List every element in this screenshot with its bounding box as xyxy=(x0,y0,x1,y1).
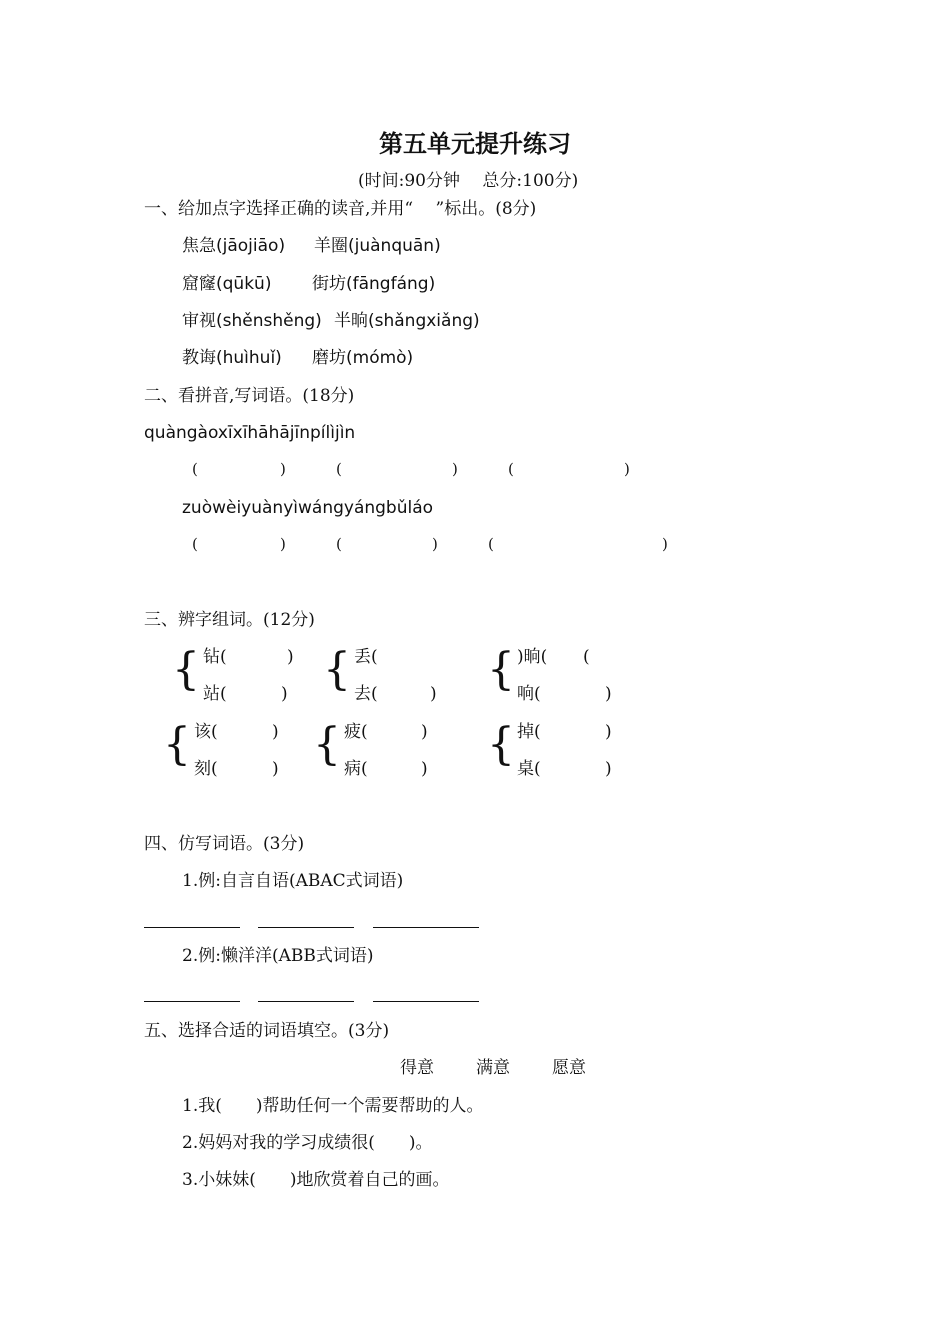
answer-paren-open[interactable]: ( xyxy=(336,460,342,478)
answer-line[interactable] xyxy=(373,927,479,928)
s3-paren-close: ) xyxy=(430,684,437,704)
section-2-heading: 二、看拼音,写词语。(18分) xyxy=(144,386,355,406)
s1-item: 半晌(shǎngxiǎng) xyxy=(334,311,480,331)
answer-paren-close: ) xyxy=(432,535,438,553)
answer-line[interactable] xyxy=(144,1001,240,1002)
answer-paren-close: ) xyxy=(662,535,668,553)
answer-line[interactable] xyxy=(144,927,240,928)
s3-char: )晌( xyxy=(517,647,548,667)
s3-char: 桌( xyxy=(517,759,541,779)
answer-line[interactable] xyxy=(373,1001,479,1002)
s3-char: 去( xyxy=(354,684,378,704)
answer-line[interactable] xyxy=(258,1001,354,1002)
answer-paren-open[interactable]: ( xyxy=(488,535,494,553)
section-1-heading: 一、给加点字选择正确的读音,并用“ ”标出。(8分) xyxy=(144,199,537,219)
pinyin-line-1: quàngàoxīxīhāhājīnpílìjìn xyxy=(144,423,356,443)
answer-paren-close: ) xyxy=(280,535,286,553)
answer-line[interactable] xyxy=(258,927,354,928)
s1-item: 审视(shěnshěng) xyxy=(182,311,322,331)
answer-paren-close: ) xyxy=(280,460,286,478)
section-4-heading: 四、仿写词语。(3分) xyxy=(144,834,305,854)
fill-question-1: 1.我( )帮助任何一个需要帮助的人。 xyxy=(182,1096,484,1116)
s1-item: 焦急(jāojiāo) xyxy=(182,236,286,256)
s1-item: 磨坊(mómò) xyxy=(312,348,414,368)
answer-paren-close: ) xyxy=(624,460,630,478)
answer-paren-close: ) xyxy=(452,460,458,478)
pinyin-line-2: zuòwèiyuànyìwángyángbǔláo xyxy=(182,498,434,518)
s3-char: 响( xyxy=(517,684,541,704)
answer-paren-open[interactable]: ( xyxy=(192,535,198,553)
s3-char: 站( xyxy=(203,684,227,704)
fill-question-2: 2.妈妈对我的学习成绩很( )。 xyxy=(182,1133,433,1153)
brace-icon: { xyxy=(487,644,515,695)
option-word: 愿意 xyxy=(552,1058,586,1078)
s3-paren-close: ) xyxy=(272,759,279,779)
answer-paren-open[interactable]: ( xyxy=(192,460,198,478)
s3-paren-close: ) xyxy=(605,722,612,742)
brace-icon: { xyxy=(323,644,351,695)
exam-info: (时间:90分钟 总分:100分) xyxy=(358,171,579,191)
example-2: 2.例:懒洋洋(ABB式词语) xyxy=(182,946,374,966)
option-word: 得意 xyxy=(400,1058,434,1078)
section-5-heading: 五、选择合适的词语填空。(3分) xyxy=(144,1021,390,1041)
s3-char: 该( xyxy=(194,722,218,742)
s3-paren-close: ) xyxy=(281,684,288,704)
s3-char: 丢( xyxy=(354,647,378,667)
example-1: 1.例:自言自语(ABAC式词语) xyxy=(182,871,404,891)
s3-char: 疲( xyxy=(344,722,368,742)
fill-question-3: 3.小妹妹( )地欣赏着自己的画。 xyxy=(182,1170,450,1190)
brace-icon: { xyxy=(172,644,200,695)
brace-icon: { xyxy=(487,719,515,770)
brace-icon: { xyxy=(313,719,341,770)
s3-char: 病( xyxy=(344,759,368,779)
s1-item: 羊圈(juànquān) xyxy=(314,236,441,256)
option-word: 满意 xyxy=(476,1058,510,1078)
s1-item: 窟窿(qūkū) xyxy=(182,274,272,294)
s1-item: 教诲(huìhuǐ) xyxy=(182,348,282,368)
s3-paren-open: ( xyxy=(583,647,590,667)
section-3-heading: 三、辨字组词。(12分) xyxy=(144,610,315,630)
page-title: 第五单元提升练习 xyxy=(379,129,571,158)
brace-icon: { xyxy=(163,719,191,770)
answer-paren-open[interactable]: ( xyxy=(336,535,342,553)
s3-paren-close: ) xyxy=(421,722,428,742)
s3-paren-close: ) xyxy=(421,759,428,779)
s3-char: 刻( xyxy=(194,759,218,779)
answer-paren-open[interactable]: ( xyxy=(508,460,514,478)
s3-char: 掉( xyxy=(517,722,541,742)
s3-paren-close: ) xyxy=(605,684,612,704)
s3-char: 钻( xyxy=(203,647,227,667)
s3-paren-close: ) xyxy=(272,722,279,742)
s3-paren-close: ) xyxy=(605,759,612,779)
s3-paren-close: ) xyxy=(287,647,294,667)
s1-item: 街坊(fāngfáng) xyxy=(312,274,436,294)
